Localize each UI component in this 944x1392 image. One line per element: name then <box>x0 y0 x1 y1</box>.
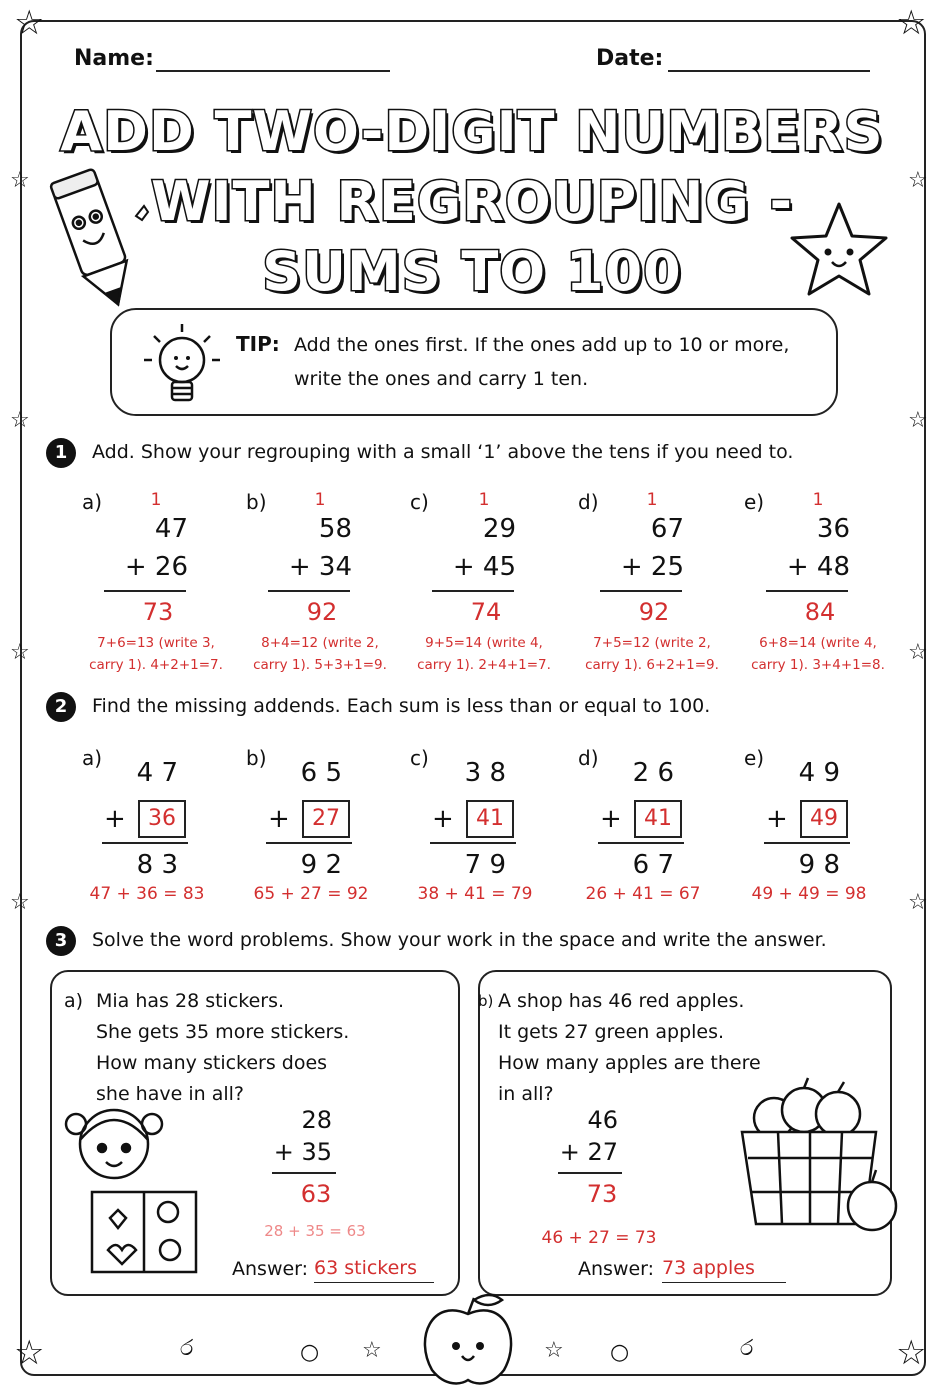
addend-bottom: + 34 <box>288 552 352 582</box>
addend-bottom: + 35 <box>273 1138 332 1166</box>
addend-top: 36 <box>816 514 850 544</box>
sum-line <box>764 842 850 844</box>
addend-bottom: + 45 <box>452 552 516 582</box>
explanation-line: 7+6=13 (write 3, <box>97 635 215 651</box>
answer-field[interactable]: 73 apples <box>662 1254 786 1283</box>
problem-letter: b) <box>246 746 267 770</box>
star-icon: ☆ <box>362 1338 382 1363</box>
section-number: 2 <box>46 692 76 722</box>
star-icon: ☆ <box>10 168 30 193</box>
apple-mascot-icon <box>412 1288 524 1388</box>
word-problem-line: Mia has 28 stickers. <box>96 990 285 1012</box>
word-problem-line: How many apples are there <box>498 1052 761 1074</box>
title-line-1: ADD TWO-DIGIT NUMBERS <box>60 100 884 163</box>
sum-value: 9 8 <box>798 850 840 880</box>
problem-letter: b) <box>246 490 267 514</box>
word-problem-letter: b) <box>478 992 494 1010</box>
answer-value: 63 <box>300 1180 332 1208</box>
carry-digit: 1 <box>314 490 326 510</box>
answer-value[interactable]: 84 <box>804 598 836 626</box>
addend-top: 4 7 <box>136 758 178 788</box>
carry-digit: 1 <box>150 490 162 510</box>
addend-top: 6 5 <box>300 758 342 788</box>
sum-line <box>430 842 516 844</box>
word-problem-line: It gets 27 green apples. <box>498 1021 725 1043</box>
word-problem-line: she have in all? <box>96 1083 244 1105</box>
addend-top: 67 <box>650 514 684 544</box>
pencil-mascot-icon <box>40 160 150 310</box>
problem-letter: a) <box>82 490 103 514</box>
answer-value[interactable]: 74 <box>470 598 502 626</box>
swirl-doodle-icon: ර <box>180 1336 194 1361</box>
word-problem-line: She gets 35 more stickers. <box>96 1021 350 1043</box>
star-icon: ☆ <box>14 3 45 43</box>
sum-line <box>432 590 514 592</box>
answer-value: 73 <box>586 1180 618 1208</box>
explanation-line: 8+4=12 (write 2, <box>261 635 379 651</box>
answer-value[interactable]: 92 <box>638 598 670 626</box>
plus-sign: + <box>268 804 290 834</box>
star-icon: ☆ <box>896 1333 927 1373</box>
star-icon: ☆ <box>10 640 30 665</box>
section-instruction: Solve the word problems. Show your work in the space and write the answer. <box>92 929 827 951</box>
problem-letter: c) <box>410 490 429 514</box>
word-problem-line: A shop has 46 red apples. <box>498 990 745 1012</box>
section-number: 3 <box>46 926 76 956</box>
addend-top: 29 <box>482 514 516 544</box>
section-instruction: Find the missing addends. Each sum is less than or equal to 100. <box>92 695 711 717</box>
sum-line <box>268 590 350 592</box>
date-field[interactable] <box>668 70 870 72</box>
addend-bottom: + 25 <box>620 552 684 582</box>
answer-label: Answer: <box>578 1258 655 1280</box>
addend-bottom: + 26 <box>124 552 188 582</box>
star-icon: ☆ <box>10 890 30 915</box>
circle-doodle-icon: ○ <box>300 1340 320 1365</box>
missing-addend-box[interactable]: 49 <box>800 800 848 838</box>
star-icon: ☆ <box>908 408 928 433</box>
explanation-line: carry 1). 3+4+1=8. <box>751 657 885 673</box>
word-problem-line: How many stickers does <box>96 1052 328 1074</box>
problem-letter: e) <box>744 746 765 770</box>
problem-letter: c) <box>410 746 429 770</box>
equation: 28 + 35 = 63 <box>264 1222 366 1240</box>
plus-sign: + <box>766 804 788 834</box>
sum-line <box>266 842 352 844</box>
title-line-2: WITH REGROUPING - <box>150 170 793 233</box>
explanation-line: 7+5=12 (write 2, <box>593 635 711 651</box>
name-label: Name: <box>74 46 154 71</box>
tip-text-line-1: Add the ones first. If the ones add up to 10 or more, <box>294 334 790 356</box>
plus-sign: + <box>432 804 454 834</box>
star-icon: ☆ <box>908 890 928 915</box>
section-number: 1 <box>46 438 76 468</box>
sum-line <box>766 590 848 592</box>
sum-value: 7 9 <box>464 850 506 880</box>
section-instruction: Add. Show your regrouping with a small ‘1’ above the tens if you need to. <box>92 441 794 463</box>
carry-digit: 1 <box>478 490 490 510</box>
problem-letter: e) <box>744 490 765 514</box>
addend-top: 3 8 <box>464 758 506 788</box>
star-icon: ☆ <box>896 3 927 43</box>
problem-letter: d) <box>578 746 599 770</box>
tip-text-line-2: write the ones and carry 1 ten. <box>294 368 589 390</box>
addend-bottom: + 27 <box>559 1138 618 1166</box>
plus-sign: + <box>104 804 126 834</box>
problem-letter: d) <box>578 490 599 514</box>
sum-line <box>598 842 684 844</box>
addend-top: 58 <box>318 514 352 544</box>
missing-addend-box[interactable]: 41 <box>466 800 514 838</box>
addend-top: 2 6 <box>632 758 674 788</box>
tip-label: TIP: <box>236 332 280 356</box>
star-icon: ☆ <box>14 1333 45 1373</box>
addend-bottom: + 48 <box>786 552 850 582</box>
carry-digit: 1 <box>812 490 824 510</box>
title-line-3: SUMS TO 100 <box>262 240 682 303</box>
explanation-line: carry 1). 5+3+1=9. <box>253 657 387 673</box>
addend-top: 28 <box>301 1106 332 1134</box>
star-icon: ☆ <box>544 1338 564 1363</box>
date-label: Date: <box>596 46 664 71</box>
equation: 26 + 41 = 67 <box>585 884 701 904</box>
girl-with-book-icon <box>56 1100 206 1290</box>
sum-value: 9 2 <box>300 850 342 880</box>
sum-line <box>104 590 186 592</box>
equation: 47 + 36 = 83 <box>89 884 205 904</box>
sum-line <box>102 842 188 844</box>
equation: 49 + 49 = 98 <box>751 884 867 904</box>
answer-value[interactable]: 92 <box>306 598 338 626</box>
word-problem-line: in all? <box>498 1083 554 1105</box>
answer-label: Answer: <box>232 1258 309 1280</box>
star-icon: ☆ <box>908 168 928 193</box>
explanation-line: carry 1). 6+2+1=9. <box>585 657 719 673</box>
star-mascot-icon <box>784 196 894 306</box>
carry-digit: 1 <box>646 490 658 510</box>
sum-line <box>600 590 682 592</box>
star-icon: ☆ <box>10 408 30 433</box>
circle-doodle-icon: ○ <box>610 1340 630 1365</box>
plus-sign: + <box>600 804 622 834</box>
swirl-doodle-icon: ර <box>740 1336 754 1361</box>
sum-line <box>272 1172 336 1174</box>
word-problem-letter: a) <box>64 990 84 1012</box>
missing-addend-box[interactable]: 36 <box>138 800 186 838</box>
star-icon: ☆ <box>908 640 928 665</box>
sum-value: 6 7 <box>632 850 674 880</box>
problem-letter: a) <box>82 746 103 770</box>
missing-addend-box[interactable]: 41 <box>634 800 682 838</box>
equation: 65 + 27 = 92 <box>253 884 369 904</box>
addend-top: 47 <box>154 514 188 544</box>
answer-field[interactable]: 63 stickers <box>314 1254 434 1283</box>
lightbulb-icon <box>140 318 220 408</box>
sum-value: 8 3 <box>136 850 178 880</box>
explanation-line: carry 1). 4+2+1=7. <box>89 657 223 673</box>
explanation-line: 9+5=14 (write 4, <box>425 635 543 651</box>
addend-top: 46 <box>587 1106 618 1134</box>
equation: 46 + 27 = 73 <box>541 1228 657 1248</box>
explanation-line: 6+8=14 (write 4, <box>759 635 877 651</box>
addend-top: 4 9 <box>798 758 840 788</box>
answer-value[interactable]: 73 <box>142 598 174 626</box>
apple-basket-icon <box>738 1074 904 1234</box>
sum-line <box>558 1172 622 1174</box>
missing-addend-box[interactable]: 27 <box>302 800 350 838</box>
name-field[interactable] <box>156 70 390 72</box>
equation: 38 + 41 = 79 <box>417 884 533 904</box>
explanation-line: carry 1). 2+4+1=7. <box>417 657 551 673</box>
